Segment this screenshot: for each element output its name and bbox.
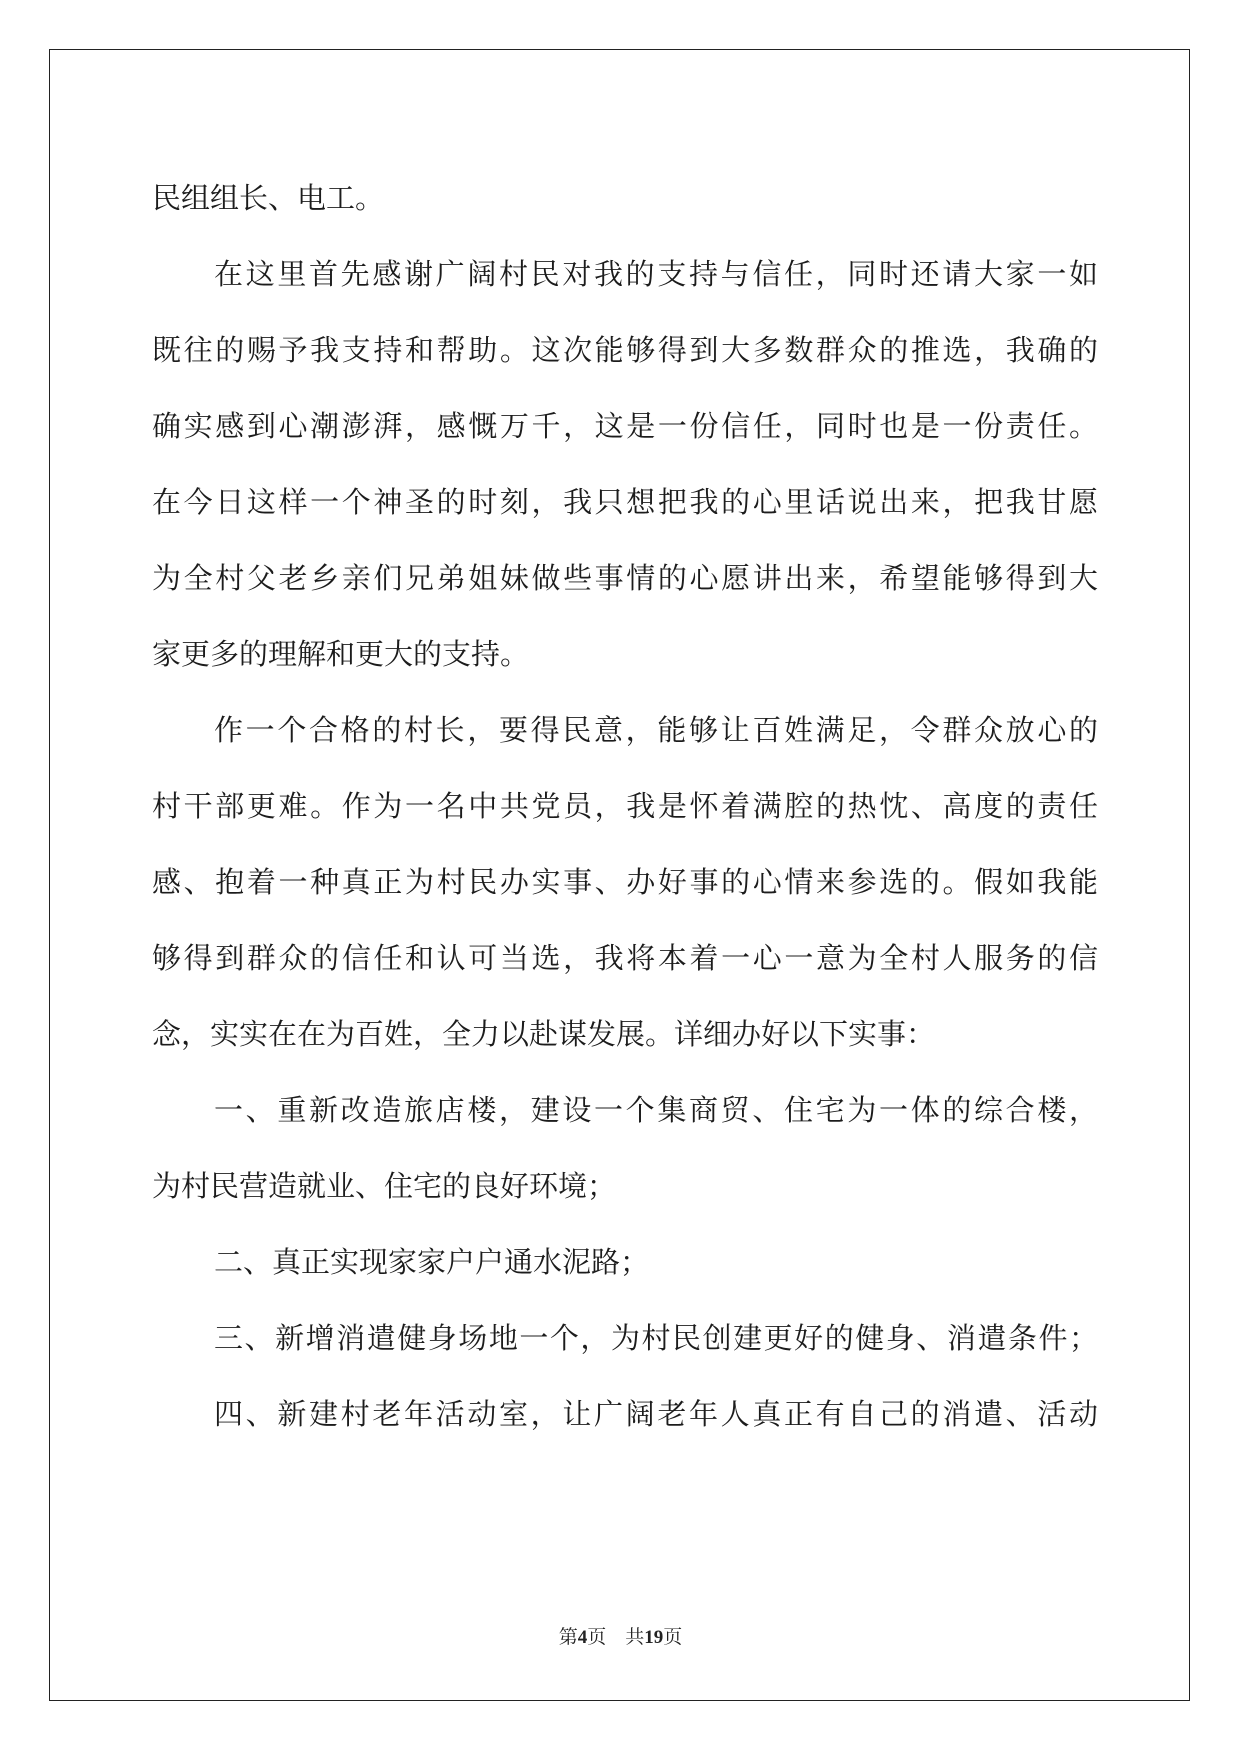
text-line: 二、真正实现家家户户通水泥路；	[214, 1245, 650, 1279]
text-line: 为全村父老乡亲们兄弟姐妹做些事情的心愿讲出来，希望能够得到大	[152, 561, 1098, 595]
text-line: 既往的赐予我支持和帮助。这次能够得到大多数群众的推选，我确的	[152, 333, 1098, 367]
text-line: 在今日这样一个神圣的时刻，我只想把我的心里话说出来，把我甘愿	[152, 485, 1098, 519]
text-line: 作一个合格的村长，要得民意，能够让百姓满足，令群众放心的	[214, 713, 1098, 747]
text-line: 家更多的理解和更大的支持。	[152, 637, 530, 671]
text-line: 村干部更难。作为一名中共党员，我是怀着满腔的热忱、高度的责任	[152, 789, 1098, 823]
text-line: 民组组长、电工。	[152, 181, 385, 215]
text-line: 在这里首先感谢广阔村民对我的支持与信任，同时还请大家一如	[214, 257, 1098, 291]
current-page-number: 4	[577, 1627, 588, 1648]
text-line: 为村民营造就业、住宅的良好环境；	[152, 1169, 617, 1203]
total-pages-number: 19	[644, 1627, 664, 1648]
footer-total-prefix: 共	[625, 1627, 645, 1648]
text-line: 四、新建村老年活动室，让广阔老年人真正有自己的消遣、活动	[214, 1397, 1098, 1431]
text-line: 念，实实在在为百姓，全力以赴谋发展。详细办好以下实事：	[152, 1017, 936, 1051]
page-footer	[0, 1622, 1241, 1649]
footer-prefix: 第	[558, 1627, 578, 1648]
text-line: 够得到群众的信任和认可当选，我将本着一心一意为全村人服务的信	[152, 941, 1098, 975]
text-line: 感、抱着一种真正为村民办实事、办好事的心情来参选的。假如我能	[152, 865, 1098, 899]
document-body	[152, 160, 1098, 1452]
text-line: 一、重新改造旅店楼，建设一个集商贸、住宅为一体的综合楼，	[214, 1093, 1098, 1127]
text-line: 确实感到心潮澎湃，感慨万千，这是一份信任，同时也是一份责任。	[152, 409, 1098, 443]
footer-total-suffix: 页	[663, 1627, 683, 1648]
text-line: 三、新增消遣健身场地一个，为村民创建更好的健身、消遣条件；	[214, 1321, 1098, 1355]
footer-page-suffix: 页	[587, 1627, 607, 1648]
